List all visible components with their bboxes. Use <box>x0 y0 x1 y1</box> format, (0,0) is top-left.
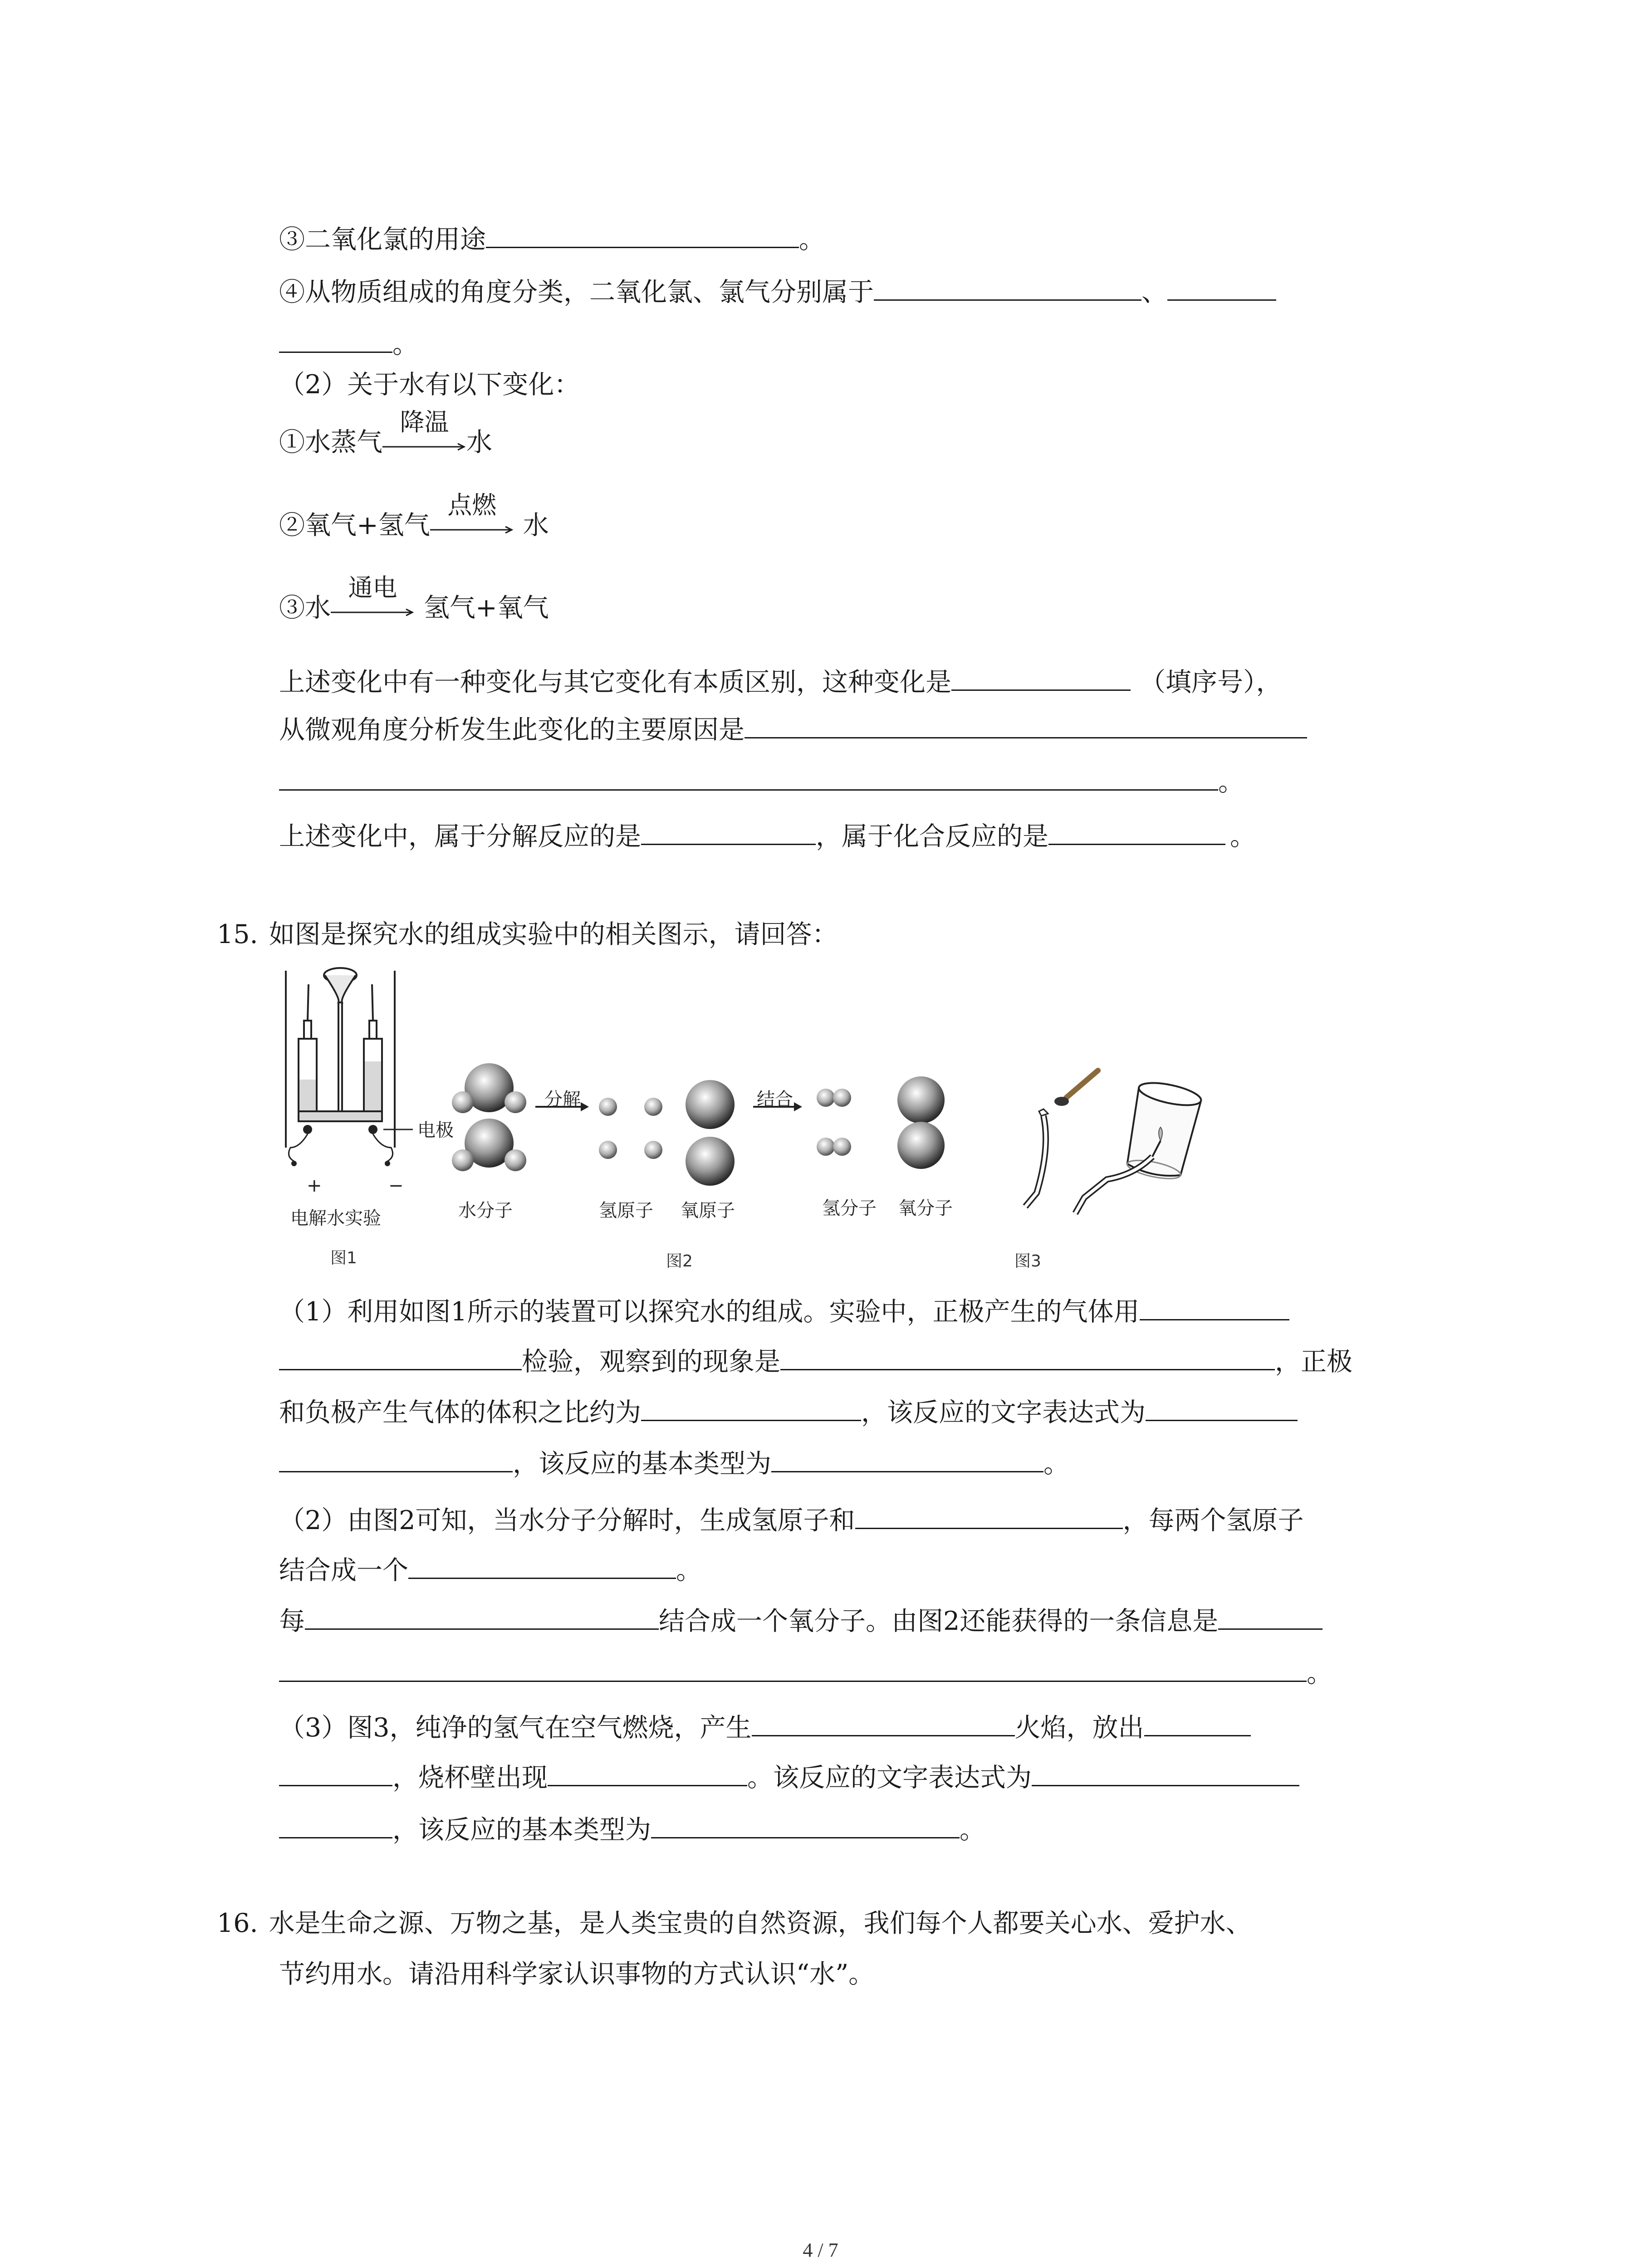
answer-blank[interactable] <box>1218 1601 1323 1630</box>
q15-p2-l3: 每 结合成一个氧分子。由图2还能获得的一条信息是 <box>279 1601 1323 1639</box>
answer-blank[interactable] <box>874 272 1141 301</box>
answer-blank[interactable] <box>1144 1708 1251 1736</box>
answer-blank[interactable] <box>745 710 1307 738</box>
answer-blank[interactable] <box>1146 1393 1298 1421</box>
negative-terminal-label: − <box>388 1175 404 1196</box>
answer-blank[interactable] <box>641 1393 861 1421</box>
q15-p3-l3: ，该反应的基本类型为 。 <box>279 1810 985 1848</box>
molecule-model-figure <box>449 1052 985 1202</box>
hydrogen-burning-figure <box>962 1043 1216 1234</box>
q14-item4-text: ④从物质组成的角度分类，二氧化氯、氯气分别属于 <box>279 277 874 307</box>
answer-blank[interactable] <box>279 324 392 353</box>
q16-line2: 节约用水。请沿用科学家认识事物的方式认识“水”。 <box>279 1959 875 1989</box>
q15-p3-l2: ，烧杯壁出现 。该反应的文字表达式为 <box>279 1758 1299 1796</box>
q14-item3: ③二氧化氯的用途 。 <box>279 220 825 258</box>
answer-blank[interactable] <box>279 762 1218 791</box>
q15-p1-l2: 检验，观察到的现象是 ，正极 <box>279 1342 1352 1380</box>
answer-blank[interactable] <box>1140 1292 1289 1320</box>
answer-blank[interactable] <box>1167 272 1276 301</box>
q14-line-a: 上述变化中有一种变化与其它变化有本质区别，这种变化是 （填序号）， <box>279 662 1282 700</box>
reaction-condition: 点燃 <box>447 491 497 519</box>
answer-blank[interactable] <box>305 1601 659 1630</box>
q15-p2-l4: 。 <box>279 1653 1332 1691</box>
answer-blank[interactable] <box>1048 816 1225 845</box>
q15-stem: 15. 如图是探究水的组成实验中的相关图示，请回答： <box>217 919 838 949</box>
decompose-label: 分解 <box>544 1089 581 1110</box>
combine-label: 结合 <box>757 1089 793 1110</box>
fig2-caption: 图2 <box>666 1252 693 1271</box>
answer-blank[interactable] <box>651 1810 960 1838</box>
answer-blank[interactable] <box>641 816 816 845</box>
answer-blank[interactable] <box>279 1444 513 1472</box>
reaction-condition: 降温 <box>400 408 449 436</box>
answer-blank[interactable] <box>951 662 1131 691</box>
q14-item3-text: ③二氧化氯的用途 <box>279 225 486 254</box>
question-number: 16. <box>217 1908 258 1938</box>
answer-blank[interactable] <box>279 1653 1307 1682</box>
answer-blank[interactable] <box>548 1758 747 1786</box>
reaction-arrow <box>331 573 415 626</box>
answer-blank[interactable] <box>771 1444 1043 1472</box>
page-number: 4 / 7 <box>803 2239 838 2261</box>
q14-line-d: 上述变化中，属于分解反应的是 ，属于化合反应的是 。 <box>279 816 1256 855</box>
question-number: 15. <box>217 919 258 949</box>
q15-p2-l1: （2）由图2可知，当水分子分解时，生成氢原子和 ，每两个氢原子 <box>279 1501 1304 1539</box>
q15-p3-l1: （3）图3，纯净的氢气在空气燃烧，产生 火焰，放出 <box>279 1708 1251 1746</box>
fig1-caption: 图1 <box>330 1249 357 1267</box>
answer-blank[interactable] <box>752 1708 1015 1736</box>
answer-blank[interactable] <box>279 1342 522 1370</box>
answer-blank[interactable] <box>486 220 799 248</box>
answer-blank[interactable] <box>279 1810 392 1838</box>
q15-p2-l2: 结合成一个 。 <box>279 1550 702 1589</box>
q15-p1-l4: ，该反应的基本类型为 。 <box>279 1444 1069 1482</box>
electrode-label: 电极 <box>417 1120 454 1141</box>
q16-line1: 16. 水是生命之源、万物之基，是人类宝贵的自然资源，我们每个人都要关心水、爱护水、 <box>217 1908 1252 1938</box>
answer-blank[interactable] <box>1032 1758 1299 1786</box>
q15-p1-l1: （1）利用如图1所示的装置可以探究水的组成。实验中，正极产生的气体用 <box>279 1292 1289 1330</box>
q14-change-1: ①水蒸气 降温 水 <box>279 424 492 460</box>
positive-terminal-label: + <box>307 1175 322 1196</box>
fig1-label: 电解水实验 <box>290 1208 381 1229</box>
answer-blank[interactable] <box>855 1501 1123 1529</box>
reaction-arrow <box>430 491 514 543</box>
q14-item4-cont: 。 <box>279 324 418 362</box>
answer-blank[interactable] <box>279 1758 392 1786</box>
fig3-caption: 图3 <box>1014 1252 1041 1271</box>
answer-blank[interactable] <box>780 1342 1275 1370</box>
q14-change-3: ③水 通电 氢气+氧气 <box>279 590 549 626</box>
oxygen-molecule-label: 氧分子 <box>898 1198 953 1219</box>
hydrogen-atom-label: 氢原子 <box>599 1200 653 1221</box>
q14-line-c: 。 <box>279 762 1244 800</box>
q14-part2-intro: （2）关于水有以下变化： <box>279 370 580 400</box>
reaction-arrow <box>382 408 466 460</box>
q15-p1-l3: 和负极产生气体的体积之比约为 ，该反应的文字表达式为 <box>279 1393 1298 1431</box>
water-molecule-label: 水分子 <box>458 1200 513 1221</box>
reaction-condition: 通电 <box>348 573 397 602</box>
q14-change-2: ②氧气+氢气 点燃 水 <box>279 507 549 543</box>
electrolysis-apparatus-figure <box>272 957 463 1220</box>
hydrogen-molecule-label: 氢分子 <box>822 1198 877 1219</box>
q14-line-b: 从微观角度分析发生此变化的主要原因是 <box>279 710 1307 748</box>
q14-item4: ④从物质组成的角度分类，二氧化氯、氯气分别属于 、 <box>279 272 1276 310</box>
oxygen-atom-label: 氧原子 <box>681 1200 735 1221</box>
answer-blank[interactable] <box>408 1550 676 1579</box>
